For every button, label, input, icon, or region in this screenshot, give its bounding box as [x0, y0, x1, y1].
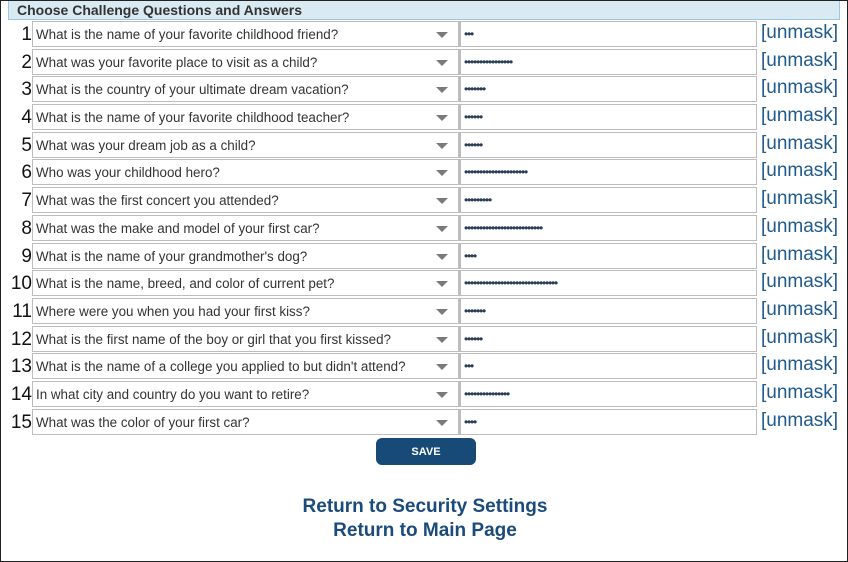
question-number: 14 [10, 383, 32, 405]
masked-answer: ••••••••••••••••••••••••••••••• [464, 276, 558, 291]
question-row [1, 243, 848, 271]
caret-down-icon [436, 281, 448, 287]
masked-answer: •••••• [464, 331, 483, 346]
return-to-main-page-link[interactable]: Return to Main Page [333, 520, 517, 541]
unmask-link[interactable]: [unmask] [761, 49, 839, 71]
masked-answer: •••••• [464, 110, 483, 125]
caret-down-icon [436, 226, 448, 232]
selected-question: What is the name of your favorite childhood friend? [36, 27, 339, 42]
answer-input[interactable] [459, 409, 757, 435]
answer-input[interactable] [459, 21, 757, 47]
question-number: 10 [10, 273, 32, 295]
answer-input[interactable] [459, 270, 757, 296]
question-row [1, 353, 848, 381]
caret-down-icon [436, 198, 448, 204]
answer-input[interactable] [459, 187, 757, 213]
question-number: 13 [10, 356, 32, 378]
question-select[interactable] [32, 298, 459, 324]
selected-question: What was your favorite place to visit as a child? [36, 54, 318, 70]
question-select[interactable] [32, 187, 459, 213]
question-number: 12 [10, 328, 32, 350]
question-row [1, 298, 848, 326]
masked-answer: •••••••••••••••••••••••••• [464, 220, 543, 235]
question-number: 6 [21, 162, 32, 184]
unmask-link[interactable]: [unmask] [761, 160, 839, 182]
caret-down-icon [436, 60, 448, 66]
unmask-link[interactable]: [unmask] [761, 409, 839, 431]
caret-down-icon [436, 364, 448, 370]
caret-down-icon [436, 392, 448, 398]
question-number: 9 [21, 245, 32, 267]
unmask-link[interactable]: [unmask] [761, 381, 839, 403]
masked-answer: ••••••• [464, 82, 486, 97]
question-select[interactable] [32, 326, 459, 352]
question-select[interactable] [32, 381, 459, 407]
selected-question: What is the country of your ultimate dream vacation? [36, 82, 349, 98]
question-number: 5 [21, 134, 32, 156]
question-row [1, 76, 848, 104]
masked-answer: •••••• [464, 137, 483, 152]
section-header [8, 1, 840, 20]
question-number: 11 [12, 300, 32, 322]
question-number: 7 [21, 190, 32, 212]
selected-question: What was the make and model of your first car? [36, 220, 320, 236]
unmask-link[interactable]: [unmask] [761, 22, 839, 43]
caret-down-icon [436, 170, 448, 176]
masked-answer: ••• [464, 359, 474, 374]
masked-answer: •••• [464, 414, 477, 429]
unmask-link[interactable]: [unmask] [761, 271, 839, 293]
question-select[interactable] [32, 76, 459, 102]
masked-answer: ••••••••••••••• [464, 386, 510, 401]
unmask-link[interactable]: [unmask] [761, 298, 839, 320]
unmask-link[interactable]: [unmask] [761, 77, 839, 99]
question-row [1, 104, 848, 132]
question-select[interactable] [32, 159, 459, 185]
navigation-links [1, 495, 848, 543]
masked-answer: •••••••••••••••• [464, 54, 513, 69]
caret-down-icon [436, 32, 448, 38]
question-select[interactable] [32, 215, 459, 241]
answer-input[interactable] [459, 104, 757, 130]
question-select[interactable] [32, 132, 459, 158]
question-select[interactable] [32, 353, 459, 379]
section-title: Choose Challenge Questions and Answers [17, 2, 302, 18]
masked-answer: ••••••••••••••••••••• [464, 165, 528, 180]
caret-down-icon [436, 143, 448, 149]
save-button[interactable]: SAVE [376, 438, 476, 465]
answer-input[interactable] [459, 159, 757, 185]
question-number: 2 [21, 51, 32, 73]
selected-question: Where were you when you had your first kiss? [36, 303, 310, 319]
question-row [1, 49, 848, 77]
selected-question: What is the name of your favorite childhood teacher? [36, 110, 350, 126]
masked-answer: ••••••• [464, 303, 486, 318]
question-select[interactable] [32, 270, 459, 296]
caret-down-icon [436, 115, 448, 121]
answer-input[interactable] [459, 132, 757, 158]
selected-question: What is the name, breed, and color of current pet? [36, 276, 335, 292]
selected-question: What is the first name of the boy or girl that you first kissed? [36, 331, 392, 347]
question-row [1, 187, 848, 215]
answer-input[interactable] [459, 326, 757, 352]
unmask-link[interactable]: [unmask] [761, 132, 839, 154]
question-row [1, 326, 848, 354]
unmask-link[interactable]: [unmask] [761, 215, 839, 237]
question-row [1, 381, 848, 409]
question-number: 4 [21, 107, 32, 129]
question-select[interactable] [32, 104, 459, 130]
question-row [1, 132, 848, 160]
caret-down-icon [436, 254, 448, 260]
answer-input[interactable] [459, 353, 757, 379]
unmask-link[interactable]: [unmask] [761, 188, 839, 210]
unmask-link[interactable]: [unmask] [761, 326, 839, 348]
question-select[interactable] [32, 49, 459, 75]
question-number: 3 [21, 79, 32, 101]
question-select[interactable] [32, 409, 459, 435]
masked-answer: ••• [464, 27, 474, 41]
selected-question: What was your dream job as a child? [36, 137, 256, 153]
answer-input[interactable] [459, 76, 757, 102]
answer-input[interactable] [459, 381, 757, 407]
unmask-link[interactable]: [unmask] [761, 105, 839, 127]
selected-question: In what city and country do you want to retire? [36, 386, 310, 402]
selected-question: What is the name of a college you applied to but didn't attend? [36, 359, 406, 375]
question-row [1, 270, 848, 298]
return-to-security-settings-link[interactable]: Return to Security Settings [302, 496, 548, 517]
unmask-link[interactable]: [unmask] [761, 354, 839, 376]
selected-question: What is the name of your grandmother's dog? [36, 248, 308, 264]
selected-question: What was the first concert you attended? [36, 193, 279, 209]
caret-down-icon [436, 337, 448, 343]
question-row [1, 159, 848, 187]
answer-input[interactable] [459, 298, 757, 324]
selected-question: Who was your childhood hero? [36, 165, 220, 181]
question-row [1, 215, 848, 243]
answer-input[interactable] [459, 49, 757, 75]
caret-down-icon [436, 309, 448, 315]
answer-input[interactable] [459, 215, 757, 241]
unmask-link[interactable]: [unmask] [761, 243, 839, 265]
caret-down-icon [436, 420, 448, 426]
selected-question: What was the color of your first car? [36, 414, 250, 430]
question-number: 8 [21, 217, 32, 239]
masked-answer: •••• [464, 248, 477, 263]
masked-answer: ••••••••• [464, 193, 492, 208]
question-rows [1, 21, 848, 436]
question-number: 15 [10, 411, 32, 433]
question-select[interactable] [32, 21, 459, 47]
answer-input[interactable] [459, 243, 757, 269]
question-row [1, 21, 848, 49]
question-select[interactable] [32, 243, 459, 269]
question-row [1, 409, 848, 437]
caret-down-icon [436, 87, 448, 93]
question-number: 1 [21, 24, 32, 45]
